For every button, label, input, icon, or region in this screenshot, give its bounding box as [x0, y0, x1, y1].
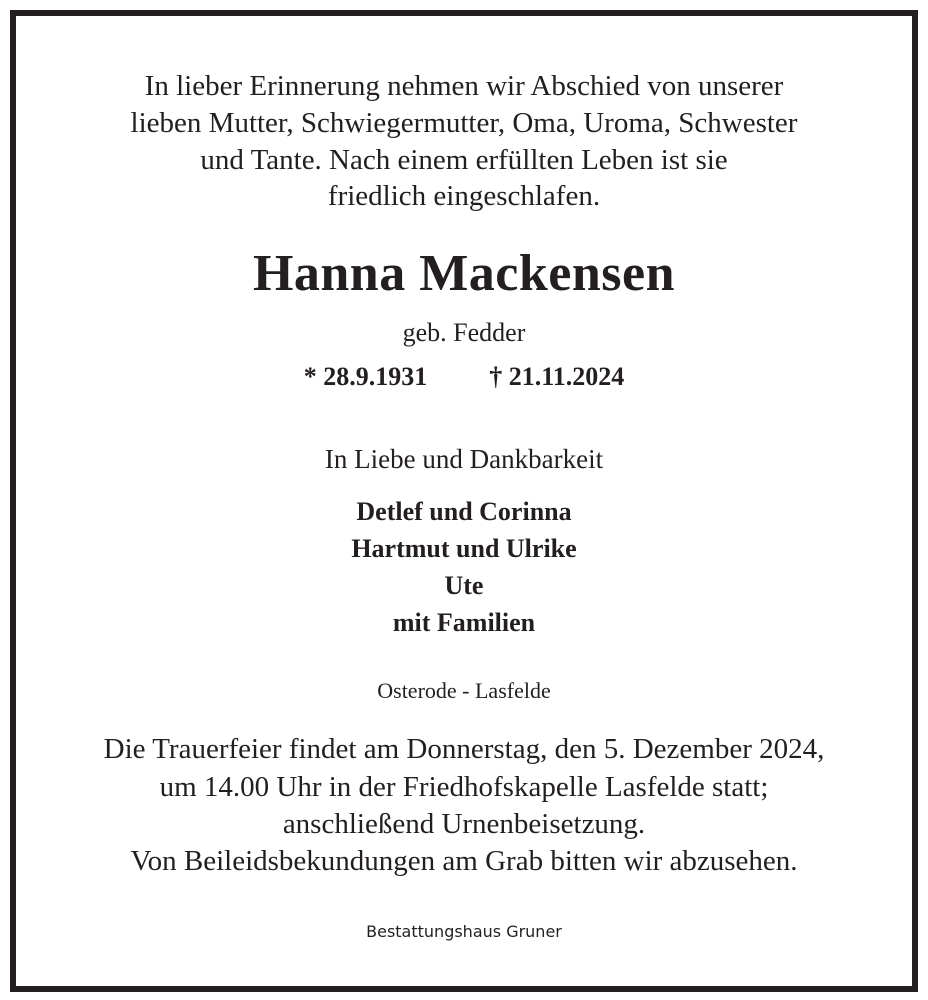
obituary-notice — [10, 10, 918, 992]
service-line: um 14.00 Uhr in der Friedhofskapelle Lasfelde statt; — [159, 771, 769, 803]
service-line: Die Trauerfeier findet am Donnerstag, den 5. Dezember 2024, — [103, 733, 825, 765]
place: Osterode - Lasfelde — [377, 678, 551, 703]
undertaker-name: Bestattungshaus Gruner — [366, 922, 562, 941]
service-line: anschließend Urnenbeisetzung. — [282, 808, 646, 840]
birth-date: * 28.9.1931 — [303, 362, 428, 391]
service-line: Von Beileidsbekundungen am Grab bitten wir abzusehen. — [130, 845, 798, 877]
life-dates — [16, 362, 912, 392]
deceased-name: Hanna Mackensen — [252, 245, 676, 302]
death-date: † 21.11.2024 — [489, 362, 625, 391]
family-member-line: Hartmut und Ulrike — [351, 534, 577, 563]
intro-line: friedlich eingeschlafen. — [327, 180, 601, 212]
intro-line: In lieber Erinnerung nehmen wir Abschied von unserer — [144, 70, 784, 102]
intro-line: lieben Mutter, Schwiegermutter, Oma, Uroma, Schwester — [130, 107, 798, 139]
family-member-line: mit Familien — [392, 608, 536, 637]
closing-phrase: In Liebe und Dankbarkeit — [324, 444, 604, 474]
family-member-line: Ute — [444, 571, 484, 600]
intro-line: und Tante. Nach einem erfüllten Leben ist sie — [200, 144, 728, 176]
family-member-line: Detlef und Corinna — [356, 497, 572, 526]
maiden-name: geb. Fedder — [402, 318, 526, 347]
